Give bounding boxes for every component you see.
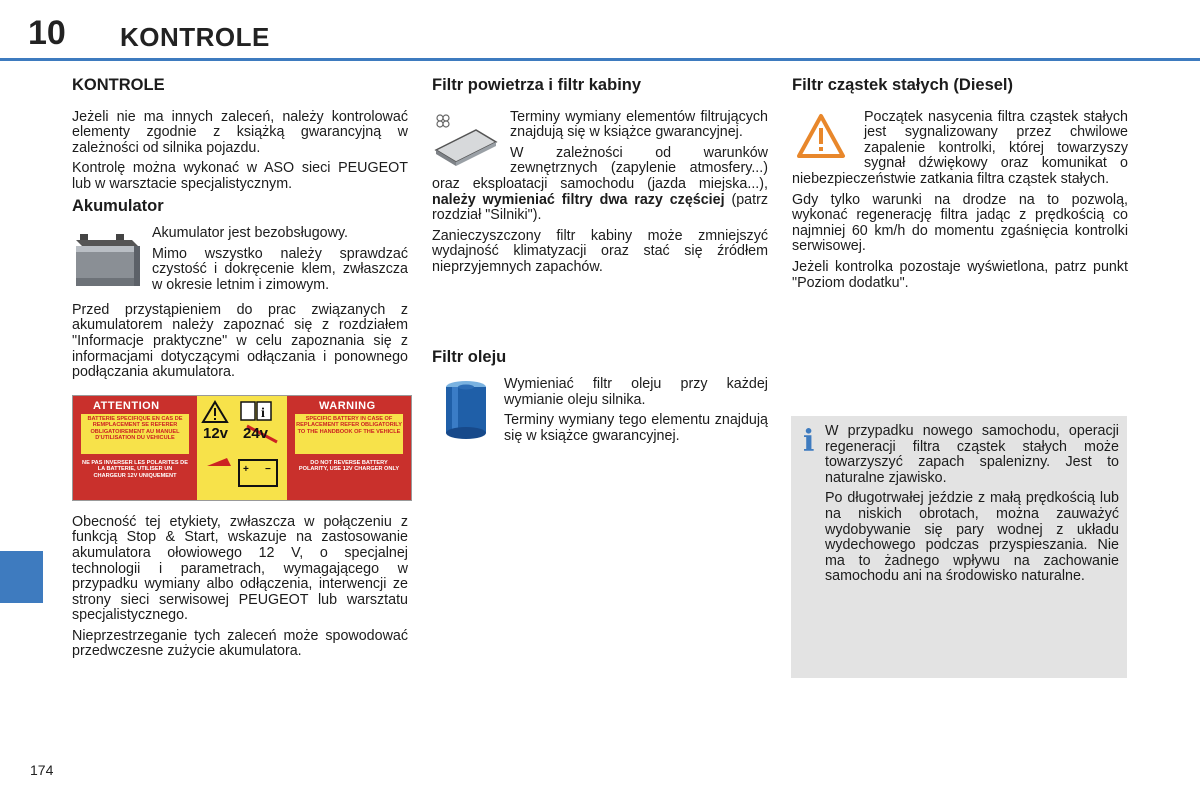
column-filtry (432, 78, 768, 450)
info-box (791, 416, 1127, 678)
section-title-filtr-czastek: Filtr cząstek stałych (Diesel) (792, 76, 1014, 94)
paragraph: Terminy wymiany tego elementu znajdują się w książce gwarancyjnej. (504, 412, 768, 444)
section-title-kontrole: KONTROLE (72, 76, 165, 94)
paragraph: Przed przystąpieniem do prac związanych z akumulatorem należy zapoznać się z rozdziałem "Informacje praktyczne" w celu zapoznania się z informacjami dotyczącymi odłączania i ponownego podłączania akumulatora. (72, 301, 408, 381)
label-warning: WARNING (319, 399, 376, 412)
label-attention: ATTENTION (93, 399, 160, 412)
chapter-title: KONTROLE (120, 22, 270, 52)
column-filtr-czastek (792, 78, 1128, 296)
oil-filter-icon (442, 379, 490, 446)
label-pictograms (197, 396, 287, 500)
page-number: 174 (30, 762, 54, 778)
section-title-filtr-powietrza: Filtr powietrza i filtr kabiny (432, 76, 642, 94)
bold-emphasis: należy wymieniać filtry dwa razy częściej (432, 191, 725, 208)
battery-icon (72, 228, 142, 299)
svg-text:i: i (261, 405, 265, 421)
chapter-number: 10 (28, 14, 66, 52)
paragraph: Jeżeli kontrolka pozostaje wyświetlona, patrz punkt "Poziom dodatku". (792, 258, 1128, 291)
label-24v: 24v (243, 424, 269, 442)
paragraph: Jeżeli nie ma innych zaleceń, należy kontrolować elementy zgodnie z książką gwarancyjną w zależności od silnika pojazdu. (72, 108, 408, 156)
label-en-top: SPECIFIC BATTERY IN CASE OF REPLACEMENT REFER OBLIGATORILY TO THE HANDBOOK OF THE VEHICLE (295, 414, 403, 454)
section-title-filtr-oleju: Filtr oleju (432, 347, 507, 366)
paragraph: Początek nasycenia filtra cząstek stałych jest sygnalizowany przez chwilowe zapalenie kontrolki, której towarzyszy sygnał dźwiękowy oraz komunikat o niebezpieczeństwie zatkania filtra cząstek stałych. (792, 108, 1128, 187)
paragraph: Terminy wymiany elementów filtrujących znajdują się w książce gwarancyjnej. (510, 108, 768, 141)
info-paragraph: W przypadku nowego samochodu, operacji regeneracji filtra cząstek stałych może towarzyszyć zapach spalenizny. Jest to naturalne zjawisko. (825, 423, 1119, 486)
header-rule (0, 58, 1200, 61)
info-paragraph: Po długotrwałej jeździe z małą prędkością lub na niskich obrotach, można zauważyć wydobywanie się pary wodnej z układu wydechowego podczas przyspieszania. Nie ma to żadnego wpływu na zachowanie samochodu ani na środowisko naturalne. (825, 490, 1119, 585)
column-kontrole (72, 78, 408, 665)
label-fr-bottom: NE PAS INVERSER LES POLARITES DE LA BATTERIE, UTILISER UN CHARGEUR 12V UNIQUEMENT (82, 459, 188, 479)
chapter-tab (0, 551, 43, 603)
paragraph: W zależności od warunków zewnętrznych (zapylenie atmosfery...) oraz eksploatacji samochodu (jazda miejska...), należy wymieniać filtry dwa razy częściej (patrz rozdział "Silniki"). (432, 144, 768, 224)
warning-triangle-icon (796, 112, 846, 167)
paragraph: Obecność tej etykiety, zwłaszcza w połączeniu z funkcją Stop & Start, wskazuje na zastosowanie akumulatora ołowiowego 12 V, o specjalnej technologii i parametrach, wymagającego w przypadku wymiany albo odłączenia, interwencji ze strony sieci serwisowej PEUGEOT lub warsztatu specjalistycznego. (72, 513, 408, 624)
paragraph: Akumulator jest bezobsługowy. (152, 225, 349, 242)
paragraph: Wymieniać filtr oleju przy każdej wymianie oleju silnika. (504, 376, 768, 408)
paragraph: Gdy tylko warunki na drodze na to pozwolą, wykonać regenerację filtra jadąc z prędkością co najmniej 60 km/h do momentu zgaśnięcia kontrolki serwisowej. (792, 191, 1128, 255)
battery-warning-label (72, 395, 412, 501)
paragraph: Zanieczyszczony filtr kabiny może zmniejszyć wydajność klimatyzacji oraz stać się źródłem nieprzyjemnych zapachów. (432, 227, 768, 275)
label-12v: 12v (203, 424, 229, 442)
svg-text:−: − (265, 463, 271, 475)
air-filter-icon (432, 112, 500, 171)
svg-text:+: + (243, 463, 249, 475)
paragraph: Kontrolę można wykonać w ASO sieci PEUGEOT lub w warsztacie specjalistycznym. (72, 160, 408, 192)
info-icon: i (803, 424, 815, 459)
paragraph: Mimo wszystko należy sprawdzać czystość i dokręcenie klem, zwłaszcza w okresie letnim i zimowym. (152, 245, 408, 293)
label-en-bottom: DO NOT REVERSE BATTERY POLARITY, USE 12V CHARGER ONLY (298, 459, 400, 473)
paragraph: Nieprzestrzeganie tych zaleceń może spowodować przedwczesne zużycie akumulatora. (72, 627, 408, 660)
label-fr-top: BATTERIE SPECIFIQUE EN CAS DE REMPLACEMENT SE REFERER OBLIGATOIREMENT AU MANUEL D'UTILISATION DU VEHICULE (81, 414, 189, 454)
section-title-akumulator: Akumulator (72, 196, 164, 215)
